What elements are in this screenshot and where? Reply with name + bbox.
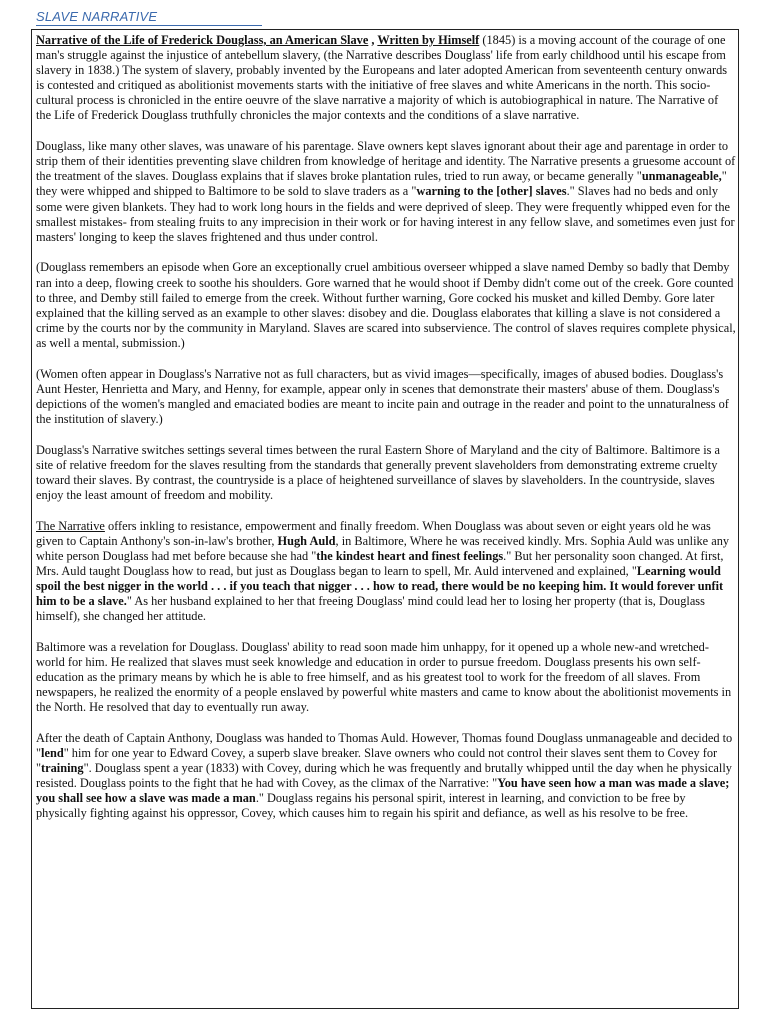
- text-run: After the death of Captain Anthony, Douglass was handed to Thomas Auld. However, Thomas found Douglass unmanageable and decided to ": [36, 730, 733, 760]
- intro-text: (1845) is a moving account of the courage of one man's struggle against the injustice of antebellum slavery, (the Narrative describes Douglass' life from early childhood until his escape from slavery in 1838.) The system of slavery, probably invented by the Europeans and later adopted American from seventeenth century onwards is contested and critiqued as abolitionist movements starts with the initiative of free slaves and white Americans in the north. This socio-cultural process is chronicled in the entire oeuvre of the slave narrative a majority of which is autobiographical in nature. The Narrative of the Life of Frederick Douglass truthfully chronicles the major contexts and the conditions of a slave narrative.: [36, 33, 728, 123]
- paragraph-baltimore: Baltimore was a revelation for Douglass. Douglass' ability to read soon made him unhappy, for it opened up a whole new-and wretched- world for him. He realized that slaves must seek knowledge and education in order to pursue freedom. Douglass presents his own self-education as the primary means by which he is able to free himself, and as his greatest tool to work for the freedom of all slaves. From newspapers, he realized the enormity of a people enslaved by powerful white masters and came to know about the abolitionist movements in the North. He resolved that day to eventually run away.: [36, 639, 732, 715]
- paragraph-parentage: [36, 139, 736, 245]
- quote-warning: warning to the [other] slaves: [416, 184, 567, 199]
- text-run: offers inkling to resistance, empowerment and finally freedom. When Douglass was about seven or eight years old he was given to Captain Anthony's son-in-law's brother,: [36, 518, 711, 548]
- paragraph-covey: [36, 731, 736, 822]
- book-subtitle: Written by Himself: [377, 33, 480, 47]
- narrative-link-text: The Narrative: [36, 518, 105, 533]
- paragraph-intro: [36, 33, 736, 124]
- quote-training: training: [41, 761, 84, 775]
- text-run: , in Baltimore, Where he was received kindly. Mrs. Sophia Auld was unlike any white person Douglass had met before because she had ": [36, 533, 730, 563]
- name-hugh-auld: Hugh Auld: [277, 533, 336, 548]
- title-separator: ,: [368, 33, 378, 47]
- paragraph-demby: (Douglass remembers an episode when Gore an exceptionally cruel ambitious overseer whipped a slave named Demby so badly that Demby ran into a deep, flowing creek to soothe his shoulders. Gore warned that he would shoot if Demby didn't come out of the creek. Gore counted to three, and Demby still failed to emerge from the creek. Without further warning, Gore cocked his musket and killed Demby. Gore later explained that the killing served as an example to other slaves: disobey and die. Douglass elaborates that killing a slave is not considered a crime by the courts nor by the community in Maryland. Slaves are scared into subservience. The control of slaves requires complete physical, as well a mental, submission.): [36, 260, 736, 350]
- quote-lend: lend: [41, 745, 64, 760]
- text-run: " they were whipped and shipped to Baltimore to be sold to slave traders as a ": [36, 169, 727, 199]
- text-run: ." But her personality soon changed. At first, Mrs. Auld taught Douglass how to read, but just as Douglass began to learn to spell, Mr. Auld intervened and explained, ": [36, 548, 724, 578]
- section-heading: SLAVE NARRATIVE: [36, 9, 262, 26]
- text-run: " him for one year to Edward Covey, a superb slave breaker. Slave owners who could not control their slaves sent them to Covey for ": [36, 745, 718, 775]
- paragraph-resistance: [36, 519, 736, 625]
- document-body: [36, 33, 736, 837]
- text-run: ." Douglass regains his personal spirit, interest in learning, and conviction to be free by physically fighting against his oppressor, Covey, which causes him to regain his spirit and defiance, as well as his resolve to be free.: [36, 791, 689, 821]
- paragraph-settings: Douglass's Narrative switches settings several times between the rural Eastern Shore of Maryland and the city of Baltimore. Baltimore is a site of relative freedom for the slaves resulting from the standards that generally prevent slaveholders from demonstrating extreme cruelty toward their slaves. By contrast, the countryside is a place of heightened surveillance of slaves by slaveholders. In the countryside, slaves enjoy the least amount of freedom and mobility.: [36, 442, 721, 502]
- quote-man-made-slave: You have seen how a man was made a slave; you shall see how a slave was made a man: [36, 776, 730, 806]
- text-run: ". Douglass spent a year (1833) with Covey, during which he was frequently and brutally whipped until the day when he physically resisted. Douglass points to the fight that he had with Covey, as the climax of the Narrative: ": [36, 761, 732, 791]
- text-run: " As her husband explained to her that freeing Douglass' mind could lead her to losing her property (that is, Douglass himself), she changed her attitude.: [36, 593, 705, 624]
- quote-kindest-heart: the kindest heart and finest feelings: [316, 548, 504, 563]
- quote-unmanageable: unmanageable,: [641, 169, 722, 184]
- book-title: Narrative of the Life of Frederick Douglass, an American Slave: [36, 33, 369, 47]
- paragraph-women: (Women often appear in Douglass's Narrative not as full characters, but as vivid images—specifically, images of abused bodies. Douglass's Aunt Hester, Henrietta and Mary, and Henny, for example, appear only in scenes that demonstrate their masters' abuse of them. Douglass's depictions of the women's mangled and emaciated bodies are meant to incite pain and outrage in the reader and point to the unnaturalness of the institution of slavery.): [36, 366, 729, 426]
- text-run: Douglass, like many other slaves, was unaware of his parentage. Slave owners kept slaves ignorant about their age and parentage in order to strip them of their identities preventing slave children from knowledge of heritage and identity. The Narrative presents a gruesome account of the treatment of the slaves. Douglass explains that if slaves broke plantation rules, tried to run away, or became generally ": [36, 139, 736, 184]
- quote-learning: Learning would spoil the best nigger in the world . . . if you teach that nigger . . . how to read, there would be no keeping him. It would forever unfit him to be a slave.: [36, 563, 724, 608]
- text-run: ." Slaves had no beds and only some were given blankets. They had to work long hours in the fields and were deprived of sleep. They were frequently whipped even for the smallest mistakes- from stealing fruits to any imprecision in their work or for having interest in any fellow slave, and sometimes even just for masters' longing to keep the slaves frightened and thus under control.: [36, 184, 735, 244]
